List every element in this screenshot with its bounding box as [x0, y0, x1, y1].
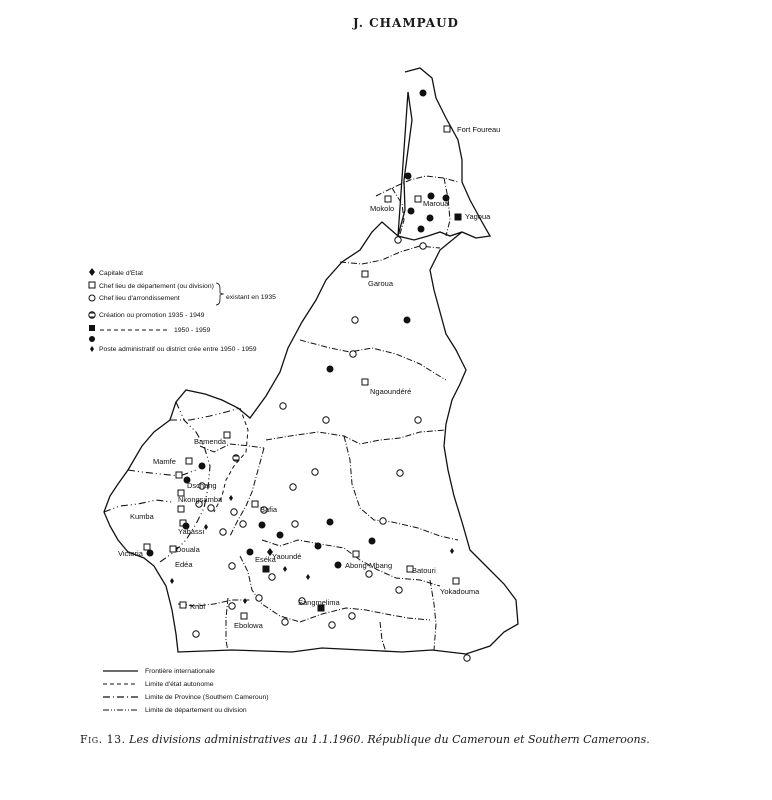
place-label: Bamenda	[194, 437, 227, 446]
place-label: Maroua	[423, 199, 449, 208]
diamond-filled-icon	[89, 268, 95, 276]
place-label: Nkongsamba	[178, 495, 223, 504]
place-label: Abong-Mbang	[345, 561, 393, 570]
province-limits	[104, 402, 240, 562]
place-label: Douala	[176, 545, 200, 554]
legend-bracket-label: existant en 1935	[226, 294, 276, 301]
place-label: Yagoua	[465, 212, 491, 221]
author-name: J. CHAMPAUD	[353, 16, 459, 30]
place-label: Mamfe	[153, 457, 176, 466]
place-label: Mokolo	[370, 204, 395, 213]
diamond-small-icon	[90, 346, 94, 352]
legend-label: Création ou promotion 1935 - 1949	[99, 312, 205, 319]
legend-line-label: Limite de département ou division	[145, 707, 247, 714]
symbol-legend	[89, 268, 276, 353]
diamond-symbols	[170, 495, 454, 604]
figure-caption	[80, 733, 740, 746]
circle-filled-icon	[89, 336, 95, 342]
international-border	[104, 68, 518, 654]
place-label: Garoua	[368, 279, 394, 288]
legend-label: Capitale d'Etat	[99, 270, 143, 277]
legend-label: Poste administratif ou district crée entre 1950 - 1959	[99, 346, 257, 353]
place-label: Victoria	[118, 549, 143, 558]
place-labels	[118, 125, 500, 630]
place-label: Kumba	[130, 512, 154, 521]
figure-caption-text: Les divisions administratives au 1.1.1960. République du Cameroun et Southern Cameroons.	[129, 733, 650, 746]
figure-number: Fig. 13.	[80, 733, 126, 746]
legend-label: 1950 - 1959	[174, 327, 211, 334]
square-filled-icon	[89, 325, 95, 331]
place-label: Ebolowa	[234, 621, 263, 630]
line-legend	[103, 668, 269, 714]
circle-open-icon	[89, 295, 95, 301]
place-label: Ngaoundéré	[370, 387, 412, 396]
legend-bracket	[216, 283, 223, 305]
legend-label: Chef lieu de département (ou division)	[99, 283, 214, 290]
place-label: Yaoundé	[272, 552, 302, 561]
circle-hatched-symbol	[233, 455, 239, 461]
legend-line-label: Limite de Province (Southern Cameroun)	[145, 694, 269, 701]
circle-hatched-icon	[89, 312, 95, 318]
place-label: Bafia	[260, 505, 278, 514]
legend-line-label: Limite d'état autonome	[145, 681, 214, 688]
legend-line-label: Frontière internationale	[145, 668, 215, 675]
place-label: Yokadouma	[440, 587, 480, 596]
square-open-icon	[89, 282, 95, 288]
place-label: Batouri	[412, 566, 436, 575]
place-label: Eséka	[255, 555, 276, 564]
place-label: Kribi	[190, 602, 206, 611]
place-label: Sangmelima	[298, 598, 340, 607]
place-label: Dschang	[187, 481, 217, 490]
place-label: Fort Foureau	[457, 125, 501, 134]
place-label: Edéa	[175, 560, 193, 569]
place-label: Yabassi	[178, 527, 205, 536]
place-symbols	[144, 90, 470, 661]
legend-label: Chef lieu d'arrondissement	[99, 295, 180, 302]
